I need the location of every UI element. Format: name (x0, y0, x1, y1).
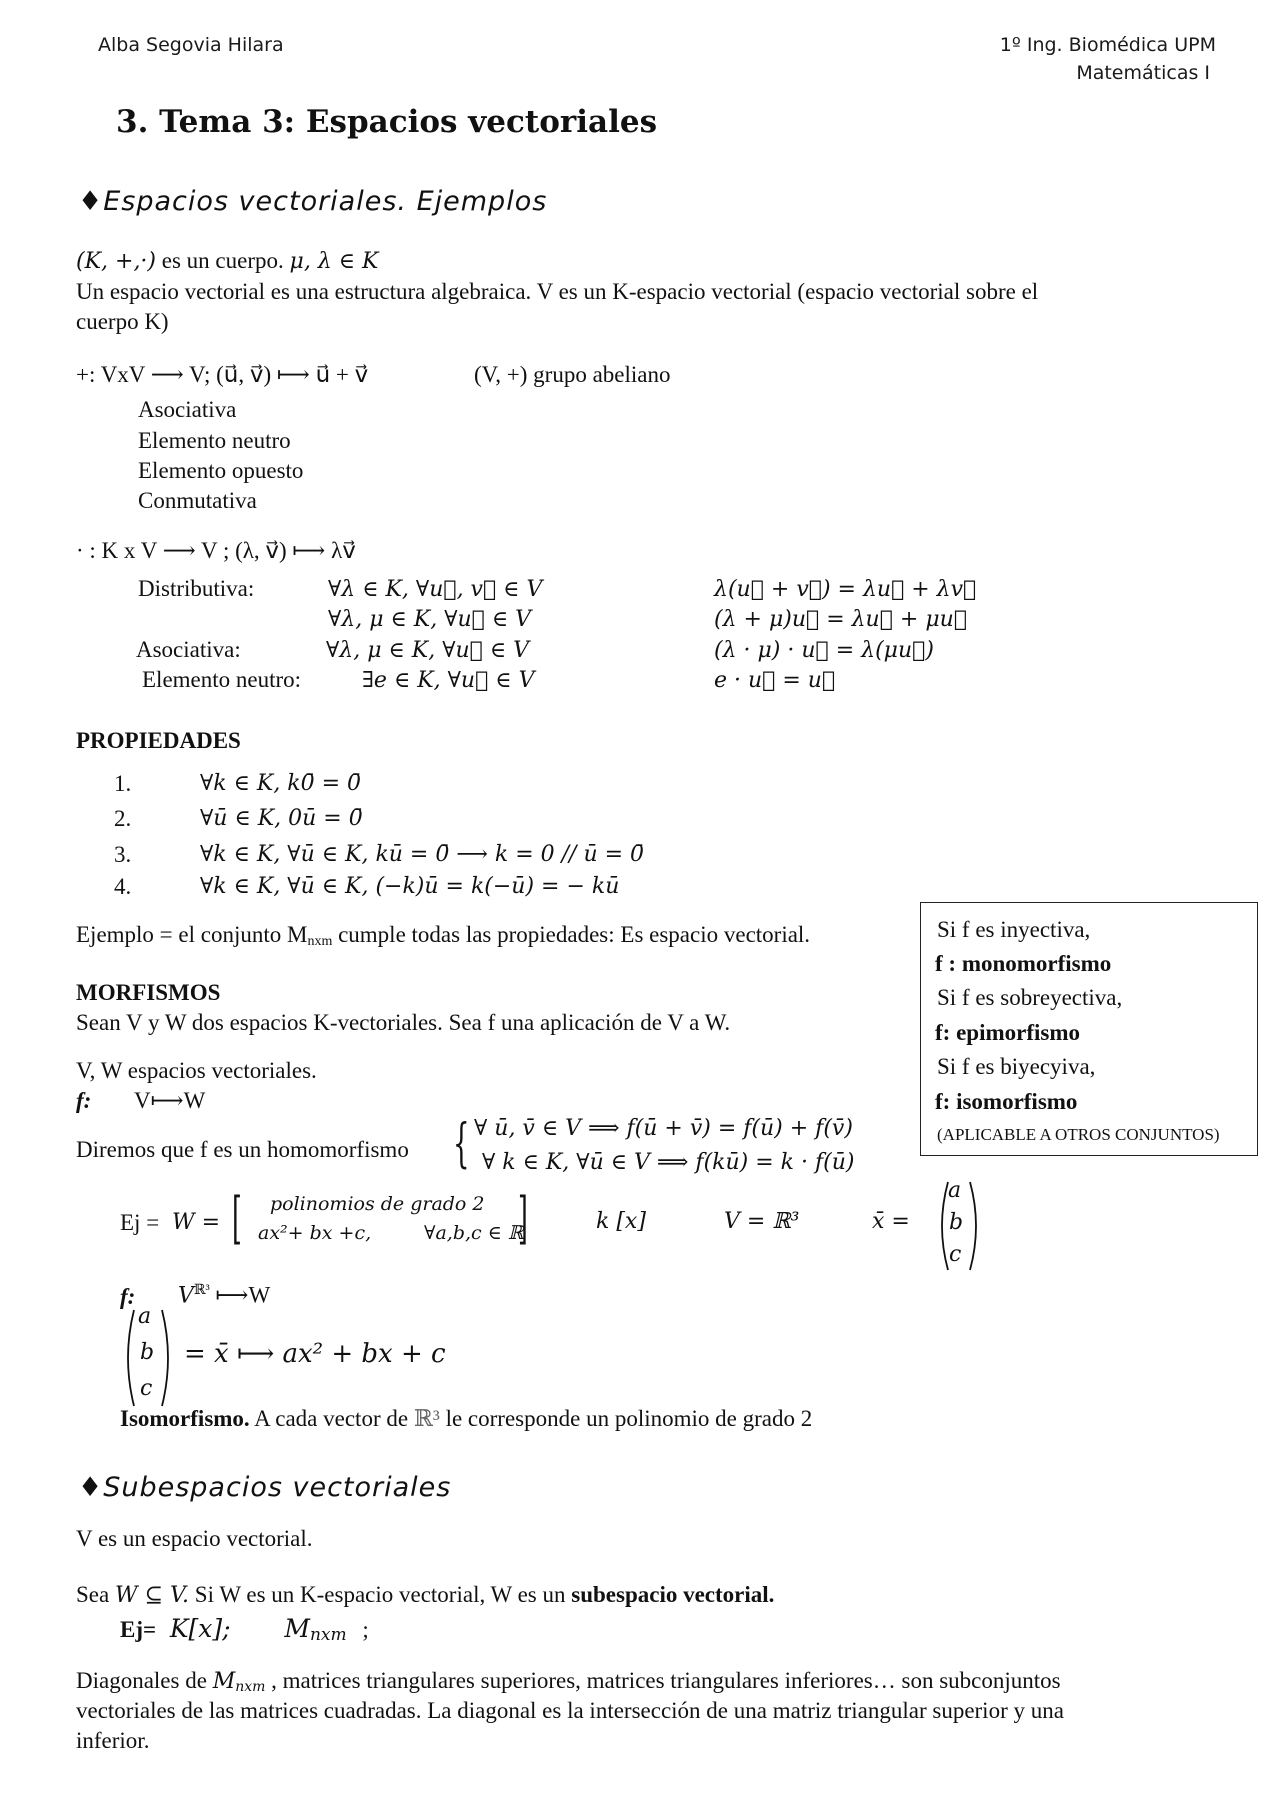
ej-w: W = (172, 1210, 221, 1235)
morphism-types-box (920, 902, 1258, 1156)
f2-map: $V^{ℝ^3}$ ⟼W (178, 1282, 271, 1309)
sum-prop: Elemento opuesto (138, 458, 304, 483)
definition-line-1: Un espacio vectorial es una estructura algebraica. V es un K-espacio vectorial (espacio vectorial sobre el (76, 279, 1039, 304)
box-line-bold: f : monomorfismo (935, 951, 1112, 976)
ej-label: Ej = (120, 1210, 160, 1235)
diag-line-2: vectoriales de las matrices cuadradas. La diagonal es la intersección de una matriz triangular superior y una (76, 1698, 1064, 1723)
section-heading-subespacios: ♦Subespacios vectoriales (78, 1472, 452, 1503)
prod-prop-eq: λ(u⃗ + v⃗) = λu⃗ + λv⃗ (714, 577, 977, 602)
prop-number: 3. (114, 842, 132, 867)
product-operation: · : K x V ⟶ V ; (λ, v⃗) ⟼ λv⃗ (76, 538, 356, 563)
ej-matrix-row2b: ∀a,b,c ∈ ℝ (424, 1222, 524, 1244)
vector-a: a (948, 1178, 962, 1203)
prod-prop-name: Asociativa: (136, 637, 241, 662)
prop-number: 4. (114, 874, 132, 899)
author-name: Alba Segovia Hilara (98, 34, 284, 56)
box-note: (APLICABLE A OTROS CONJUNTOS) (937, 1125, 1220, 1144)
prop-expr: ∀k ∈ K, ∀ū ∈ K, (−k)ū = k(−ū) = − kū (200, 874, 620, 899)
vector2-b: b (140, 1340, 155, 1365)
sum-prop: Conmutativa (138, 488, 257, 513)
prod-prop-cond: ∀λ, μ ∈ K, ∀u⃗ ∈ V (326, 638, 530, 663)
prod-prop-name: Elemento neutro: (142, 667, 302, 692)
sub-line-1: V es un espacio vectorial. (76, 1526, 313, 1551)
ej-matrix-row2a: ax²+ bx +c, (258, 1222, 372, 1244)
f2-label: f: (120, 1284, 136, 1309)
box-line: Si f es biyecyiva, (937, 1054, 1096, 1079)
prop-number: 1. (114, 771, 132, 796)
prop-expr: ∀k ∈ K, ∀ū ∈ K, kū = 0̄ ⟶ k = 0 // ū = 0̄ (200, 842, 645, 867)
prop-expr: ∀ū ∈ K, 0ū = 0̄ (200, 806, 363, 831)
ej-v-r3: V = ℝ³ (724, 1209, 800, 1234)
prod-prop-name: Distributiva: (138, 576, 255, 601)
prod-prop-cond: ∀λ ∈ K, ∀u⃗, v⃗ ∈ V (328, 577, 543, 602)
right-bracket: ] (518, 1186, 528, 1251)
diag-line-1: Diagonales de $M_{nxm}$ , matrices triangulares superiores, matrices triangulares inferiores… son subconjuntos (76, 1668, 1061, 1695)
section-heading-espacios: ♦Espacios vectoriales. Ejemplos (78, 186, 548, 217)
vw-line: V, W espacios vectoriales. (76, 1058, 317, 1083)
vector-b: b (949, 1210, 964, 1235)
sum-group-note: (V, +) grupo abeliano (474, 362, 671, 387)
sub-ej-line: Ej= K[x]; Mnxm ; (120, 1614, 369, 1645)
definition-line-2: cuerpo K) (76, 309, 169, 334)
prop-expr: ∀k ∈ K, k0̄ = 0̄ (200, 771, 362, 796)
vector2-a: a (138, 1304, 152, 1329)
f-label: f: (76, 1088, 92, 1113)
left-brace: { (453, 1114, 470, 1174)
box-line: Si f es sobreyectiva, (937, 985, 1123, 1010)
box-line-bold: f: isomorfismo (935, 1089, 1078, 1114)
vector-c: c (949, 1242, 962, 1267)
prod-prop-eq: (λ · μ) · u⃗ = λ(μu⃗) (714, 638, 934, 663)
ej-matrix-row1: polinomios de grado 2 (270, 1193, 485, 1215)
morfismos-line: Sean V y W dos espacios K-vectoriales. Sea f una aplicación de V a W. (76, 1010, 731, 1035)
box-line-bold: f: epimorfismo (935, 1020, 1080, 1045)
box-line: Si f es inyectiva, (937, 917, 1091, 942)
subject-name: Matemáticas I (1076, 62, 1210, 84)
course-name: 1º Ing. Biomédica UPM (999, 34, 1216, 56)
page-title: 3. Tema 3: Espacios vectoriales (116, 104, 658, 140)
sum-operation: +: VxV ⟶ V; (u⃗, v⃗) ⟼ u⃗ + v⃗ (76, 362, 369, 387)
ejemplo-line: Ejemplo = el conjunto $M_{nxm}$ cumple todas las propiedades: Es espacio vectorial. (76, 922, 811, 949)
f-map: V⟼W (134, 1088, 206, 1113)
left-bracket: [ (232, 1186, 242, 1251)
cuerpo-line: (K, +,·) es un cuerpo. μ, λ ∈ K (76, 248, 379, 274)
homo-eq-2: ∀ k ∈ K, ∀ū ∈ V ⟹ f(kū) = k · f(ū) (482, 1150, 855, 1175)
ej-xbar: x̄ = (872, 1209, 910, 1234)
f2-expression: = x̄ ⟼ ax² + bx + c (184, 1339, 446, 1369)
isomorfismo-line: Isomorfismo. A cada vector de ℝ³ le corresponde un polinomio de grado 2 (120, 1406, 813, 1431)
ej-kx: k [x] (596, 1209, 646, 1234)
sum-prop: Elemento neutro (138, 428, 291, 453)
prod-prop-cond: ∀λ, μ ∈ K, ∀u⃗ ∈ V (328, 607, 532, 632)
sub-line-2: Sea W ⊆ V. Si W es un K-espacio vectorial, W es un subespacio vectorial. (76, 1582, 775, 1608)
propiedades-title: PROPIEDADES (76, 728, 241, 753)
diamond-icon: ♦ (78, 1472, 104, 1503)
vector2-c: c (140, 1376, 153, 1401)
prod-prop-eq: e · u⃗ = u⃗ (714, 668, 836, 693)
diamond-icon: ♦ (78, 186, 104, 217)
homomorfismo-text: Diremos que f es un homomorfismo (76, 1137, 409, 1162)
prod-prop-eq: (λ + μ)u⃗ = λu⃗ + μu⃗ (714, 607, 968, 632)
sum-prop: Asociativa (138, 397, 237, 422)
diag-line-3: inferior. (76, 1728, 150, 1753)
homo-eq-1: ∀ ū, v̄ ∈ V ⟹ f(ū + v̄) = f(ū) + f(v̄) (474, 1116, 853, 1141)
morfismos-title: MORFISMOS (76, 980, 221, 1005)
prod-prop-cond: ∃e ∈ K, ∀u⃗ ∈ V (362, 668, 535, 693)
prop-number: 2. (114, 806, 132, 831)
